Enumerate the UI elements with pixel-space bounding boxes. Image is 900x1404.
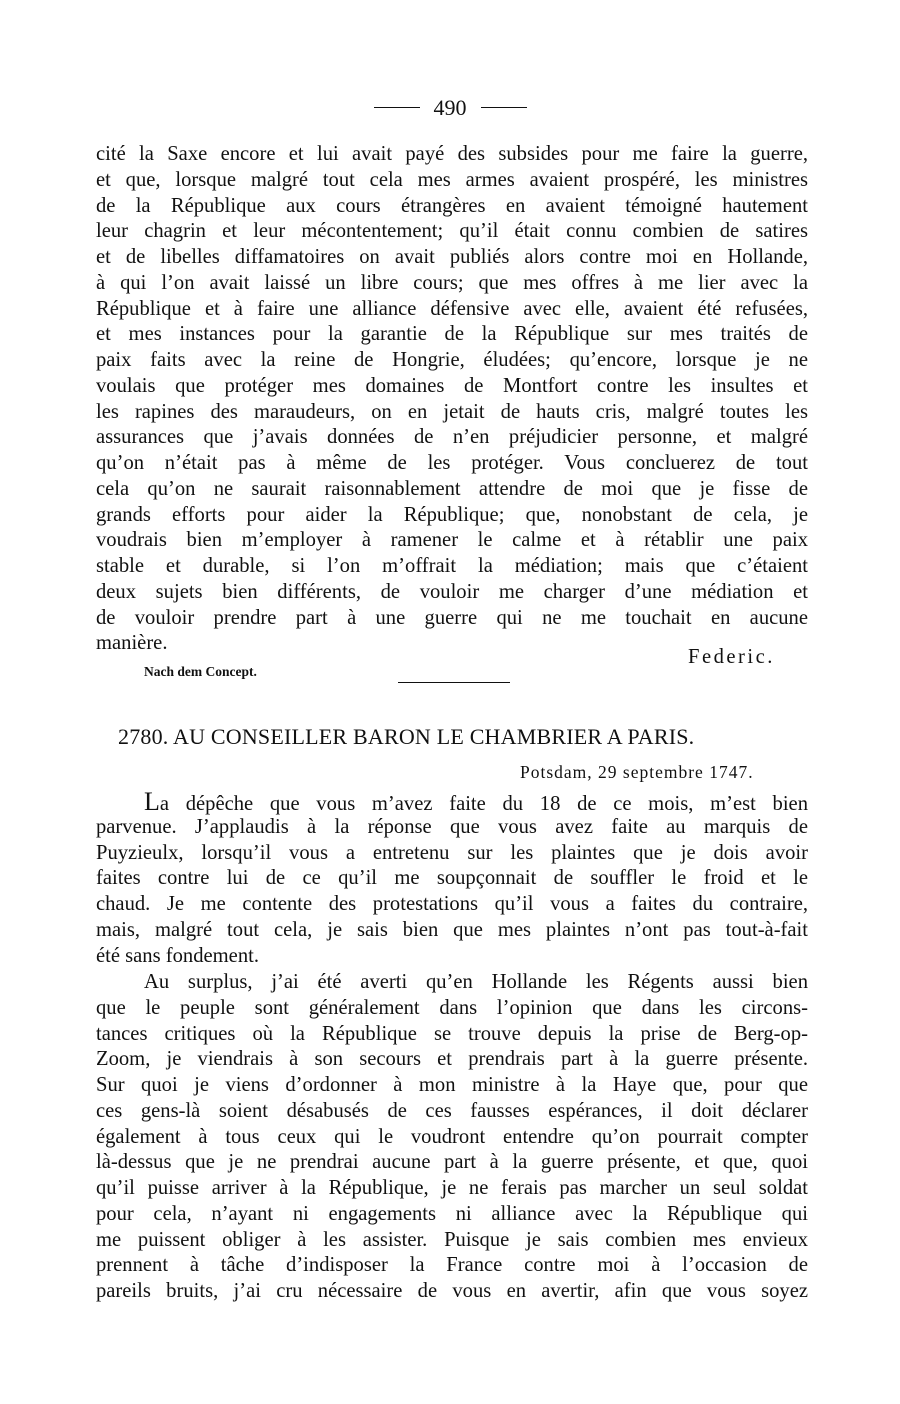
text-line: que le peuple sont généralement dans l’opinion que dans les circons- [96,996,808,1019]
header-dash-right [481,107,527,108]
text-line: pour cela, n’ayant ni engagements ni alliance avec la République qui [96,1202,808,1225]
text-line: de la République aux cours étrangères en avaient témoigné hautement [96,194,808,217]
text-line: Au surplus, j’ai été averti qu’en Hollande les Régents aussi bien [144,971,808,993]
text-line: et de libelles diffamatoires on avait publiés alors contre moi en Hollande, [96,246,808,268]
text-line: et mes instances pour la garantie de la République sur mes traités de [96,323,808,346]
text-line: assurances que j’avais données de n’en préjudicier personne, et malgré [96,426,808,449]
signature: Federic. [688,646,775,668]
text-line: à qui l’on avait laissé un libre cours; que mes offres à me lier avec la [96,271,808,294]
text-line: deux sujets bien différents, de vouloir me charger d’une médiation et [96,580,808,603]
letter-title: 2780. AU CONSEILLER BARON LE CHAMBRIER A PARIS. [118,724,695,749]
text-line: Puyzieulx, lorsqu’il vous a entretenu sur les plaintes que je dois avoir [96,841,808,864]
paragraph-first [96,789,808,969]
first-line-rest: a dépêche que vous m’avez faite du 18 de ce mois, m’est bien [159,793,808,815]
text-line: grands efforts pour aider la République; que, nonobstant de cela, je [96,503,808,526]
text-line: ces gens-là soient désabusés de ces fausses espérances, il doit déclarer [96,1099,808,1122]
text-line: qu’on n’était pas à même de les protéger. Vous concluerez de tout [96,452,808,474]
section-divider [398,682,510,683]
page-number: 490 [433,95,467,120]
source-note: Nach dem Concept. [144,664,257,679]
text-line: stable et durable, si l’on m’offrait la médiation; mais que c’étaient [96,555,808,577]
header-dash-left [374,107,420,108]
text-line: tances critiques où la République se trouve depuis la prise de Berg-op- [96,1022,808,1045]
text-line: cela qu’on ne saurait raisonnablement attendre de moi que je fisse de [96,477,808,500]
text-line: faites contre lui de ce qu’il me soupçonnait de souffler le froid et le [96,867,808,890]
text-line: qu’il puisse arriver à la République, je ne ferais pas marcher un seul soldat [96,1177,808,1199]
text-line: manière. [96,632,168,655]
paragraph-continuation [96,142,808,657]
text-line: voudrais bien m’employer à ramener le calme et à rétablir une paix [96,529,808,552]
initial-letter: L [144,789,160,815]
text-line [96,789,808,815]
text-line: République et à faire une alliance défensive avec elle, avaient été refusées, [96,297,808,320]
text-line: les rapines des maraudeurs, on en jetait de hauts cris, malgré toutes les [96,400,808,423]
dateline: Potsdam, 29 septembre 1747. [520,762,754,782]
text-line: également à tous ceux qui le voudront entendre qu’on pourrait compter [96,1125,808,1148]
text-line: de vouloir prendre part à une guerre qui ne me touchait en aucune [96,606,808,629]
paragraph-second [96,970,808,1305]
text-line: me puissent obliger à les assister. Puisque je sais combien mes envieux [96,1228,808,1251]
text-line: parvenue. J’applaudis à la réponse que vous avez faite au marquis de [96,815,808,838]
text-line: été sans fondement. [96,944,259,967]
page-header [0,96,900,120]
text-line: Sur quoi je viens d’ordonner à mon ministre à la Haye que, pour que [96,1074,808,1096]
text-line: cité la Saxe encore et lui avait payé des subsides pour me faire la guerre, [96,143,808,165]
text-line: Zoom, je viendrais à son secours et prendrais part à la guerre présente. [96,1048,808,1071]
text-line: voulais que protéger mes domaines de Montfort contre les insultes et [96,374,808,397]
text-line: pareils bruits, j’ai cru nécessaire de vous en avertir, afin que vous soyez [96,1280,808,1302]
text-line: mais, malgré tout cela, je sais bien que mes plaintes n’ont pas tout-à-fait [96,918,808,941]
text-line: prennent à tâche d’indisposer la France contre moi à l’occasion de [96,1254,808,1277]
text-line: et que, lorsque malgré tout cela mes armes avaient prospéré, les ministres [96,168,808,191]
text-line: chaud. Je me contente des protestations qu’il vous a faites du contraire, [96,893,808,915]
text-line: là-dessus que je ne prendrai aucune part à la guerre présente, et que, quoi [96,1151,808,1174]
text-line: paix faits avec la reine de Hongrie, éludées; qu’encore, lorsque je ne [96,349,808,371]
text-line: leur chagrin et leur mécontentement; qu’il était connu combien de satires [96,220,808,243]
